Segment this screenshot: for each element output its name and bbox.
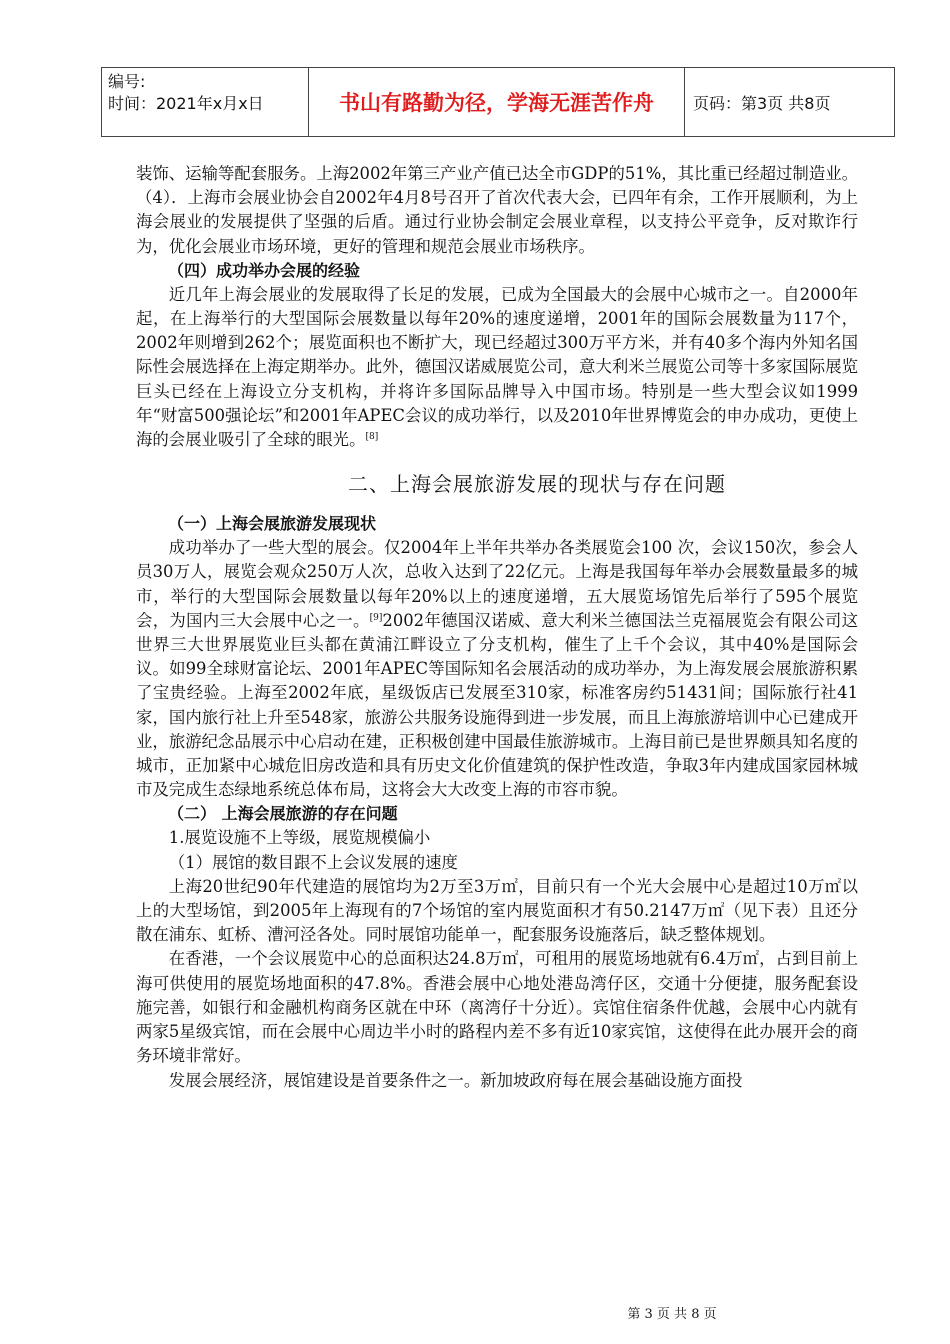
subsection-heading: （一）上海会展旅游发展现状 [168, 514, 377, 534]
paragraph: 在香港，一个会议展览中心的总面积达24.8万㎡，可租用的展览场地就有6.4万㎡，占到目前上海可供使用的展览场地面积的47.8%。香港会展中心地处港岛湾仔区，交通十分便捷，服务配套设施完善，如银行和金融机构商务区就在中环（离湾仔十分近）。宾馆住宿条件优越，会展中心内就有两家5星级宾馆，而在会展中心周边半小时的路程内差不多有近10家宾馆，这使得在此办展开会的商务环境非常好。 [136, 949, 858, 1066]
citation-ref: [9] [369, 612, 383, 623]
motto: 书山有路勤为径，学海无涯苦作舟 [309, 68, 685, 136]
list-item: （1）展馆的数目跟不上会议发展的速度 [168, 852, 458, 872]
section-title: 二、上海会展旅游发展的现状与存在问题 [348, 472, 726, 497]
number-label: 编号: [108, 72, 146, 91]
page-footer [0, 1303, 950, 1322]
time-label: 时间：2021年x月x日 [108, 94, 264, 113]
document-body [136, 162, 858, 1093]
footer-page-number: 第 3 页 共 8 页 [627, 1307, 717, 1322]
citation-ref: [8] [365, 432, 379, 443]
header-meta-cell [102, 68, 309, 136]
page-label: 页码：第3页 共8页 [693, 93, 831, 113]
subsection-heading: （二） 上海会展旅游的存在问题 [168, 804, 398, 824]
paragraph: 上海20世纪90年代建造的展馆均为2万至3万㎡，目前只有一个光大会展中心是超过10万㎡以上的大型场馆，到2005年上海现有的7个场馆的室内展览面积才有50.2147万㎡（见下表）且还分散在浦东、虹桥、漕河泾各处。同时展馆功能单一，配套服务设施落后，缺乏整体规划。 [136, 876, 858, 945]
paragraph: 装饰、运输等配套服务。上海2002年第三产业产值已达全市GDP的51%，其比重已经超过制造业。（4）．上海市会展业协会自2002年4月8号召开了首次代表大会，已四年有余，工作开展顺利，为上海会展业的发展提供了坚强的后盾。通过行业协会制定会展业章程，以支持公平竞争，反对欺诈行为，优化会展业市场环境，更好的管理和规范会展业市场秩序。 [136, 164, 858, 256]
paragraph: 成功举办了一些大型的展会。仅2004年上半年共举办各类展览会100 次，会议150次，参会人员30万人，展览会观众250万人次，总收入达到了22亿元。上海是我国每年举办会展数量最多的城市，举行的大型国际会展数量以每年20%以上的速度递增，五大展览场馆先后举行了595个展览会，为国内三大会展中心之一。[9]2002年德国汉诺威、意大利米兰德国法兰克福展览会有限公司这世界三大世界展览业巨头都在黄浦江畔设立了分支机构，催生了上千个会议，其中40%是国际会议。如99全球财富论坛、2001年APEC等国际知名会展活动的成功举办，为上海发展会展旅游积累了宝贵经验。上海至2002年底，星级饭店已发展至310家，标准客房约51431间；国际旅行社41家，国内旅行社上升至548家，旅游公共服务设施得到进一步发展，而且上海旅游培训中心已建成开业，旅游纪念品展示中心启动在建，正积极创建中国最佳旅游城市。上海目前已是世界颇具知名度的城市，正加紧中心城危旧房改造和具有历史文化价值建筑的保护性改造，争取3年内建成国家园林城市及完成生态绿地系统总体布局，这将会大大改变上海的市容市貌。 [136, 538, 858, 800]
paragraph: 发展会展经济，展馆建设是首要条件之一。新加坡政府每在展会基础设施方面投 [168, 1070, 743, 1090]
header-table [101, 67, 895, 137]
subsection-heading: （四）成功举办会展的经验 [168, 260, 361, 280]
paragraph: 近几年上海会展业的发展取得了长足的发展，已成为全国最大的会展中心城市之一。自2000年起，在上海举行的大型国际会展数量以每年20%的速度递增，2001年的国际会展数量为117个，2002年则增到262个；展览面积也不断扩大，现已经超过300万平方米，并有40多个海内外知名国际性会展选择在上海定期举办。此外，德国汉诺威展览公司，意大利米兰展览公司等十多家国际展览巨头已经在上海设立分支机构，并将许多国际品牌导入中国市场。特别是一些大型会议如1999年“财富500强论坛”和2001年APEC会议的成功举行，以及2010年世界博览会的申办成功，更使上海的会展业吸引了全球的眼光。[8] [136, 284, 858, 450]
list-item: 1.展览设施不上等级，展览规模偏小 [168, 828, 431, 848]
